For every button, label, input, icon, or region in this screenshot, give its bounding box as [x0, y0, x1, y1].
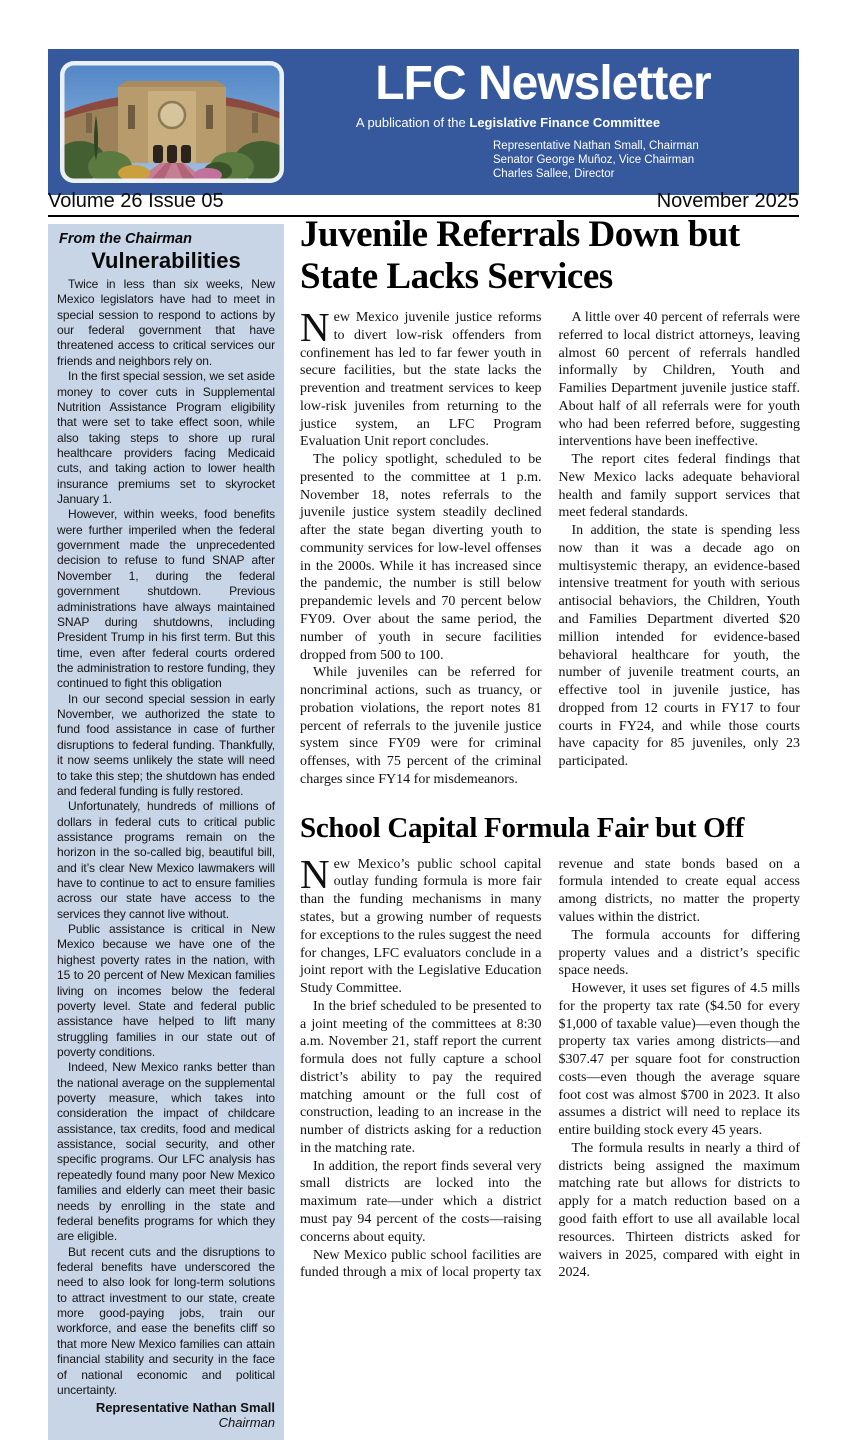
credit-chairman: Representative Nathan Small, Chairman	[493, 140, 699, 152]
newsletter-title: LFC Newsletter	[375, 57, 711, 110]
article-school-capital	[300, 811, 800, 1282]
article-headline: Juvenile Referrals Down but State Lacks Services	[300, 214, 740, 297]
article-headline: School Capital Formula Fair but Off	[300, 811, 745, 844]
article-paragraph: The formula results in nearly a third of districts being assigned the maximum matching rate but allows for districts to apply for a match reduction based on a good faith effort to use all available local resources. Thirteen districts asked for waivers in 2025, compared with eight in 2024.	[558, 1140, 800, 1281]
newsletter-subtitle	[298, 115, 788, 130]
article-body	[300, 304, 800, 789]
articles-area	[300, 214, 800, 1282]
chairman-column-title: Vulnerabilities	[91, 248, 241, 273]
signature-title: Chairman	[218, 1415, 275, 1431]
credit-director: Charles Sallee, Director	[493, 168, 615, 180]
article-paragraph: The report cites federal findings that New Mexico lacks adequate behavioral health and family support services that meet federal standards.	[558, 452, 800, 521]
chairman-kicker: From the Chairman	[59, 231, 192, 247]
masthead-text	[298, 55, 788, 181]
article-paragraph: New Mexico public school facilities are funded through a mix of local property tax revenue and state bonds based on a formula intended to create equal access among districts, no matter the property values within the district.	[300, 856, 800, 1281]
masthead-band	[48, 49, 799, 195]
article-paragraph: In addition, the state is spending less now than it was a decade ago on multisystemic therapy, an evidence-based intensive treatment for youth with serious antisocial behaviors, the Children, Youth and Families Department diverted $20 million intended for evidence-based behavioral healthcare for youth, the number of juvenile treatment courts, an effective tool in juvenile justice, has dropped from 12 courts in FY17 to four courts in FY24, and while those courts have capacity for 85 juveniles, only 23 participated.	[558, 523, 800, 770]
signature-name: Representative Nathan Small	[95, 1400, 275, 1416]
subtitle-org: Legislative Finance Committee	[469, 115, 661, 130]
issue-info-row	[48, 190, 799, 217]
chairman-paragraph: In our second special session in early November, we authorized the state to fund food assistance in case of further disruptions to federal funding. Thankfully, it now seems unlikely the state will need to take this step; the shutdown has ended and federal funding is fully restored.	[57, 691, 275, 798]
chairman-paragraph: Public assistance is critical in New Mexico because we have one of the highest poverty rates in the nation, with 15 to 20 percent of New Mexican families living on incomes below the federal poverty level. State and federal public assistance have helped to lift many struggling families in our state out of poverty conditions.	[57, 922, 275, 1059]
subtitle-prefix: A publication of the	[355, 115, 470, 130]
article-juvenile-referrals	[300, 214, 800, 789]
issue-date: November 2025	[656, 190, 799, 212]
article-paragraph: The policy spotlight, scheduled to be presented to the committee at 1 p.m. November 18, notes referrals to the juvenile justice system steadily declined after the state began diverting youth to community services for low-level offenses in the 2000s. While it has increased since the pandemic, the number is still below prepandemic levels and 70 percent below FY09. Over about the same period, the number of youth in secure facilities dropped from 500 to 100.	[300, 452, 542, 663]
capitol-building-logo-icon	[56, 57, 288, 187]
chairman-paragraph: Twice in less than six weeks, New Mexico legislators have had to meet in special session to respond to actions by our federal government that have threatened access to critical services our friends and neighbors rely on.	[57, 277, 275, 368]
chairman-paragraph: In the first special session, we set aside money to cover cuts in Supplemental Nutrition Assistance Program eligibility that were set to take effect soon, while also taking steps to shore up rural healthcare providers facing Medicaid cuts, and taking action to lower health insurance premiums set to skyrocket January 1.	[57, 369, 275, 507]
chairman-paragraph: Indeed, New Mexico ranks better than the national average on the supplemental poverty measure, which takes into consideration the impact of childcare assistance, tax credits, food and medical assistance, social security, and other specific programs. Our LFC analysis has repeatedly found many poor New Mexico families and elderly can meet their basic needs by enrolling in the state and federal benefits programs for which they are eligible.	[57, 1060, 275, 1244]
article-paragraph: A little over 40 percent of referrals were referred to local district attorneys, leaving almost 60 percent of referrals handled informally by Children, Youth and Families Department juvenile justice staff. About half of all referrals were for youth who had been referred before, suggesting interventions have been ineffective.	[558, 310, 800, 450]
chairman-column	[48, 224, 284, 1440]
article-paragraph: While juveniles can be referred for noncriminal actions, such as truancy, or probation violations, the report notes 81 percent of referrals to the juvenile justice system since FY09 were for criminal offenses, with 75 percent of the criminal charges since FY14 for misdemeanors.	[300, 665, 542, 787]
article-paragraph: However, it uses set figures of 4.5 mills for the property tax rate ($4.50 for every $1,000 of taxable value)—even though the property tax varies among districts—and $307.47 per square foot for construction costs—even though the average square foot cost was almost $700 in 2023. It also assumes a district will need to replace its entire building stock every 45 years.	[558, 981, 800, 1139]
chairman-paragraph: However, within weeks, food benefits were further imperiled when the federal government made the unprecedented decision to refuse to fund SNAP after November 1, during the federal government shutdown. Previous administrations have always maintained SNAP during shutdowns, including President Trump in his first term. But this time, even after federal courts ordered the administration to restore funding, they continued to fight this obligation	[57, 507, 275, 691]
article-body	[300, 850, 800, 1282]
masthead-credits	[493, 139, 788, 181]
volume-label: Volume 26 Issue 05	[48, 190, 224, 212]
chairman-paragraph: Unfortunately, hundreds of millions of dollars in federal cuts to critical public assistance programs remain on the horizon in the so-called big, beautiful bill, and it’s clear New Mexico lawmakers will have to continue to act to ensure families across our state have access to the services they cannot live without.	[57, 799, 275, 921]
article-paragraph: New Mexico juvenile justice reforms to divert low-risk offenders from confinement has led to far fewer youth in secure facilities, but the state lacks the prevention and treatment services to keep low-risk juveniles from returning to the justice system, an LFC Program Evaluation Unit report concludes.	[300, 304, 542, 450]
chairman-paragraph: But recent cuts and the disruptions to federal benefits have underscored the need to also look for long-term solutions to attract investment to our state, create more good-paying jobs, train our workforce, and ease the benefits cliff so that more New Mexico families can attain financial stability and security in the face of national economic and political uncertainty.	[57, 1244, 275, 1397]
article-paragraph: The formula accounts for differing property values and a district’s specific space needs.	[558, 927, 800, 979]
article-paragraph: New Mexico’s public school capital outlay funding formula is more fair than the funding mechanisms in many states, but a growing number of requests for exceptions to the rules suggest the need for changes, LFC evaluators conclude in a joint report with the Legislative Education Study Committee.	[300, 850, 542, 997]
credit-vice-chairman: Senator George Muñoz, Vice Chairman	[493, 154, 695, 166]
article-paragraph: In addition, the report finds several very small districts are locked into the maximum rate—under which a district must pay 94 percent of the costs—raising concerns about equity.	[300, 1158, 542, 1245]
article-paragraph: In the brief scheduled to be presented to a joint meeting of the committees at 8:30 a.m. November 21, staff report the current formula does not fully capture a school district’s ability to pay the required matching amount or the full cost of construction, leading to an increase in the number of districts asking for a reduction in the matching rate.	[300, 998, 542, 1156]
